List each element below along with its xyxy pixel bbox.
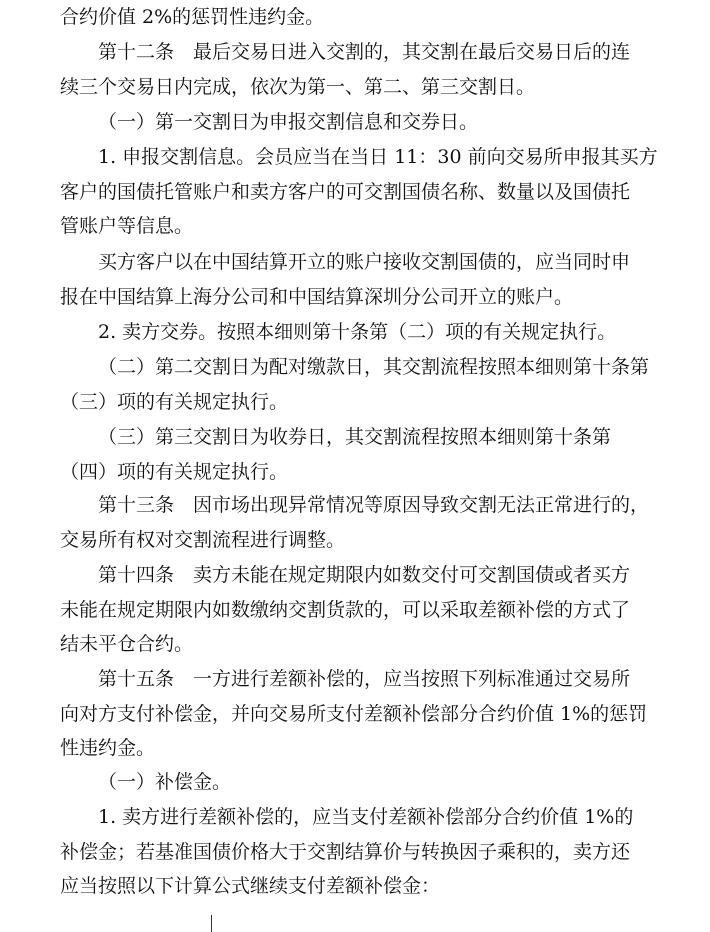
paragraph-article-12 bbox=[60, 35, 700, 104]
text-line: 管账户等信息。 bbox=[60, 215, 194, 238]
paragraph-item-2 bbox=[60, 350, 700, 419]
text-line: 性违约金。 bbox=[60, 737, 156, 760]
text-line: 合约价值 2%的惩罚性违约金。 bbox=[60, 6, 325, 28]
paragraph-declare-info bbox=[60, 140, 700, 244]
text-line: （一）第一交割日为申报交割信息和交券日。 bbox=[98, 111, 479, 133]
text-line: 续三个交易日内完成，依次为第一、第二、第三交割日。 bbox=[60, 75, 536, 98]
text-line: 2. 卖方交券。按照本细则第十条第（二）项的有关规定执行。 bbox=[98, 321, 617, 343]
paragraph-item-3 bbox=[60, 420, 700, 489]
text-line: （二）第二交割日为配对缴款日，其交割流程按照本细则第十条第 bbox=[98, 356, 650, 378]
text-line: 第十三条 因市场出现异常情况等原因导致交割无法正常进行的， bbox=[98, 494, 650, 516]
text-line: （三）第三交割日为收券日，其交割流程按照本细则第十条第 bbox=[98, 426, 612, 448]
text-line: 应当按照以下计算公式继续支付差额补偿金： bbox=[60, 875, 441, 898]
paragraph-buyer-account bbox=[60, 245, 700, 314]
paragraph-seller-delivery bbox=[60, 315, 700, 350]
text-line: 第十四条 卖方未能在规定期限内如数交付可交割国债或者买方 bbox=[98, 564, 631, 586]
text-line: 买方客户以在中国结算开立的账户接收交割国债的，应当同时申 bbox=[98, 251, 631, 273]
paragraph-seller-compensation bbox=[60, 800, 700, 904]
paragraph-item-1 bbox=[60, 105, 700, 140]
text-line: 客户的国债托管账户和卖方客户的可交割国债名称、数量以及国债托 bbox=[60, 180, 631, 203]
text-line: （一）补偿金。 bbox=[98, 771, 232, 793]
paragraph-article-14 bbox=[60, 558, 700, 662]
paragraph-article-13 bbox=[60, 488, 700, 557]
text-line: 1. 卖方进行差额补偿的，应当支付差额补偿部分合约价值 1%的 bbox=[98, 806, 634, 828]
text-line: 未能在规定期限内如数缴纳交割货款的，可以采取差额补偿的方式了 bbox=[60, 598, 631, 621]
text-line: 第十五条 一方进行差额补偿的，应当按照下列标准通过交易所 bbox=[98, 668, 631, 690]
paragraph-continuation bbox=[60, 0, 700, 35]
paragraph-article-15 bbox=[60, 662, 700, 766]
text-line: 结未平仓合约。 bbox=[60, 633, 194, 656]
text-line: 交易所有权对交割流程进行调整。 bbox=[60, 528, 346, 551]
scan-mark bbox=[211, 915, 212, 932]
paragraph-compensation-heading bbox=[60, 765, 700, 800]
text-line: 1. 申报交割信息。会员应当在当日 11：30 前向交易所申报其买方 bbox=[98, 146, 658, 168]
text-line: 补偿金；若基准国债价格大于交割结算价与转换因子乘积的，卖方还 bbox=[60, 840, 631, 863]
text-line: 报在中国结算上海分公司和中国结算深圳分公司开立的账户。 bbox=[60, 285, 574, 308]
text-line: （四）项的有关规定执行。 bbox=[60, 460, 289, 483]
text-line: （三）项的有关规定执行。 bbox=[60, 390, 289, 413]
text-line: 第十二条 最后交易日进入交割的，其交割在最后交易日后的连 bbox=[98, 41, 631, 63]
text-line: 向对方支付补偿金，并向交易所支付差额补偿部分合约价值 1%的惩罚 bbox=[60, 702, 648, 725]
